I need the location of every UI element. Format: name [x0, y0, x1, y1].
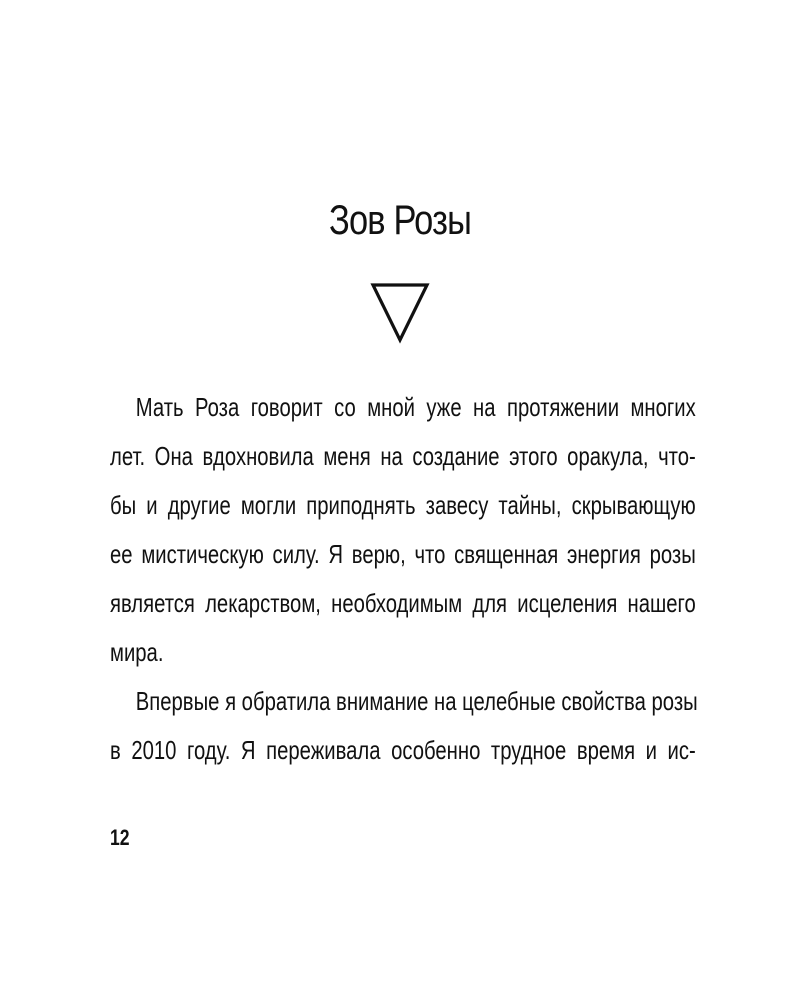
page-number: 12: [110, 825, 130, 850]
body-text: [110, 383, 696, 775]
chapter-title: Зов Розы: [328, 196, 472, 243]
paragraph-line: в 2010 году. Я переживала особенно трудное время и ис-: [110, 735, 696, 765]
paragraph-line: мира.: [110, 637, 164, 667]
paragraph-line: ее мистическую силу. Я верю, что священная энергия розы: [110, 539, 696, 569]
paragraph-line: Впервые я обратила внимание на целебные свойства розы: [135, 686, 698, 716]
paragraph-line: является лекарством, необходимым для исцеления нашего: [110, 588, 696, 618]
downward-triangle-icon: [370, 282, 430, 344]
paragraph-line: Мать Роза говорит со мной уже на протяжении многих: [135, 392, 696, 422]
paragraph-line: лет. Она вдохновила меня на создание этого оракула, что-: [110, 441, 696, 471]
paragraph-line: бы и другие могли приподнять завесу тайны, скрывающую: [110, 490, 696, 520]
